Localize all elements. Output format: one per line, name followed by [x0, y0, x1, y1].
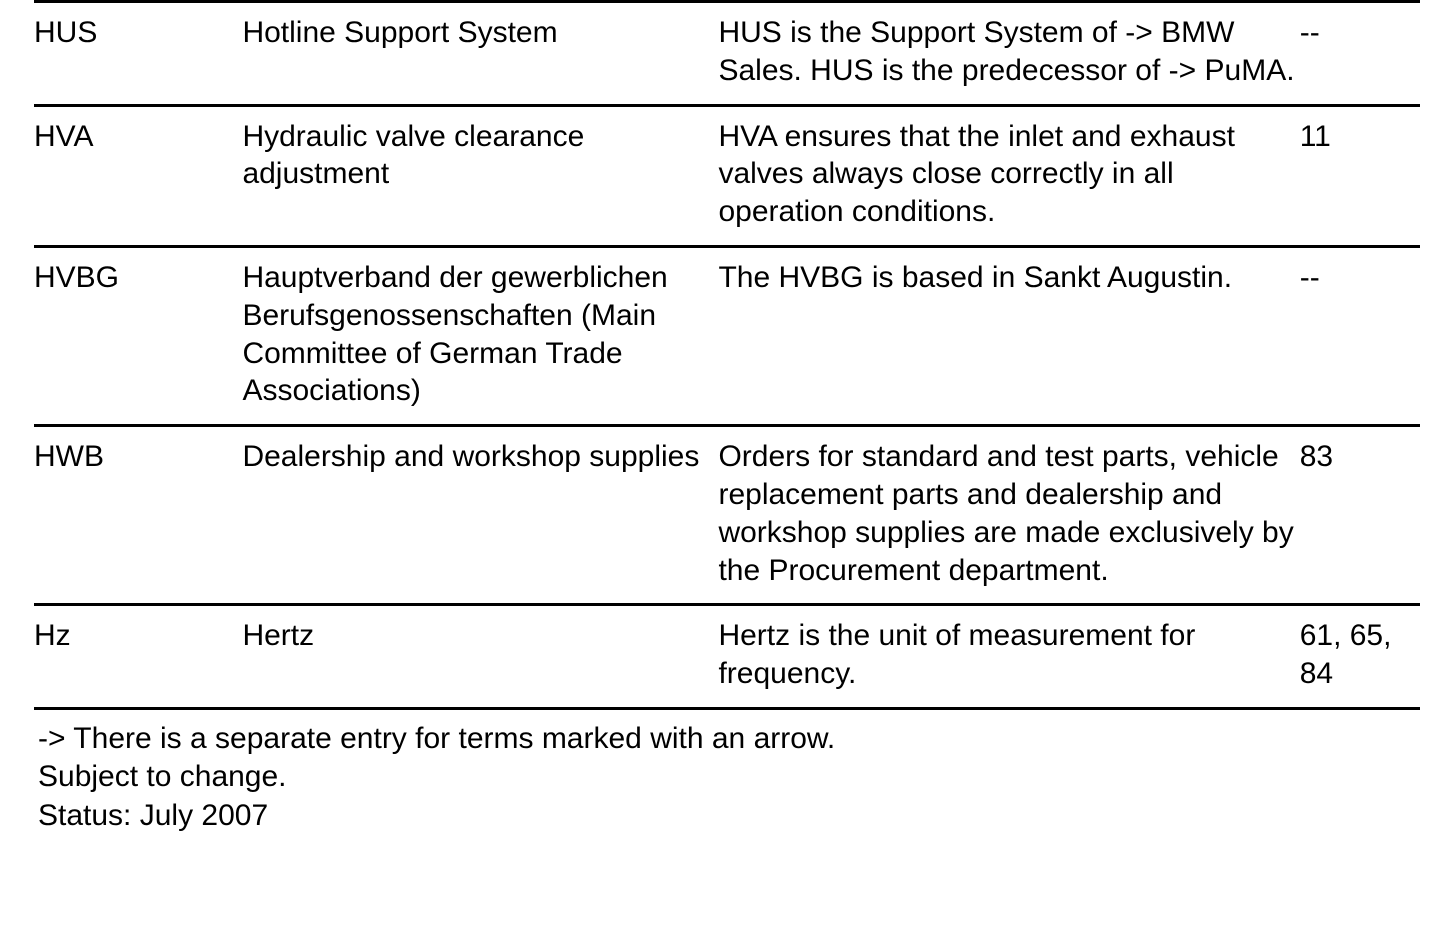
term-cell: Hauptverband der gewerblichen Berufsgenossenschaften (Main Committee of German Trade Associations) [242, 246, 718, 425]
table-row [34, 105, 1420, 246]
abbreviation-cell: Hz [34, 605, 242, 709]
description-cell: HUS is the Support System of -> BMW Sales. HUS is the predecessor of -> PuMA. [718, 2, 1299, 106]
pages-cell: -- [1300, 246, 1420, 425]
table-row [34, 246, 1420, 425]
footnotes [38, 720, 1456, 835]
term-cell: Hydraulic valve clearance adjustment [242, 105, 718, 246]
description-cell: HVA ensures that the inlet and exhaust valves always close correctly in all operation conditions. [718, 105, 1299, 246]
abbreviation-cell: HVBG [34, 246, 242, 425]
pages-cell: 61, 65, 84 [1300, 605, 1420, 709]
footnote-status: Status: July 2007 [38, 798, 269, 832]
glossary-table [34, 0, 1420, 710]
description-cell: Hertz is the unit of measurement for frequency. [718, 605, 1299, 709]
glossary-table-body [34, 2, 1420, 709]
abbreviation-cell: HUS [34, 2, 242, 106]
footnote-subject-to-change: Subject to change. [38, 760, 287, 794]
abbreviation-cell: HWB [34, 426, 242, 605]
footnote-arrow-note: -> There is a separate entry for terms marked with an arrow. [38, 721, 836, 755]
table-row [34, 2, 1420, 106]
abbreviation-cell: HVA [34, 105, 242, 246]
pages-cell: -- [1300, 2, 1420, 106]
term-cell: Hotline Support System [242, 2, 718, 106]
term-cell: Dealership and workshop supplies [242, 426, 718, 605]
term-cell: Hertz [242, 605, 718, 709]
table-row [34, 605, 1420, 709]
table-row [34, 426, 1420, 605]
pages-cell: 11 [1300, 105, 1420, 246]
description-cell: The HVBG is based in Sankt Augustin. [718, 246, 1299, 425]
description-cell: Orders for standard and test parts, vehicle replacement parts and dealership and workshop supplies are made exclusively by the Procurement department. [718, 426, 1299, 605]
pages-cell: 83 [1300, 426, 1420, 605]
